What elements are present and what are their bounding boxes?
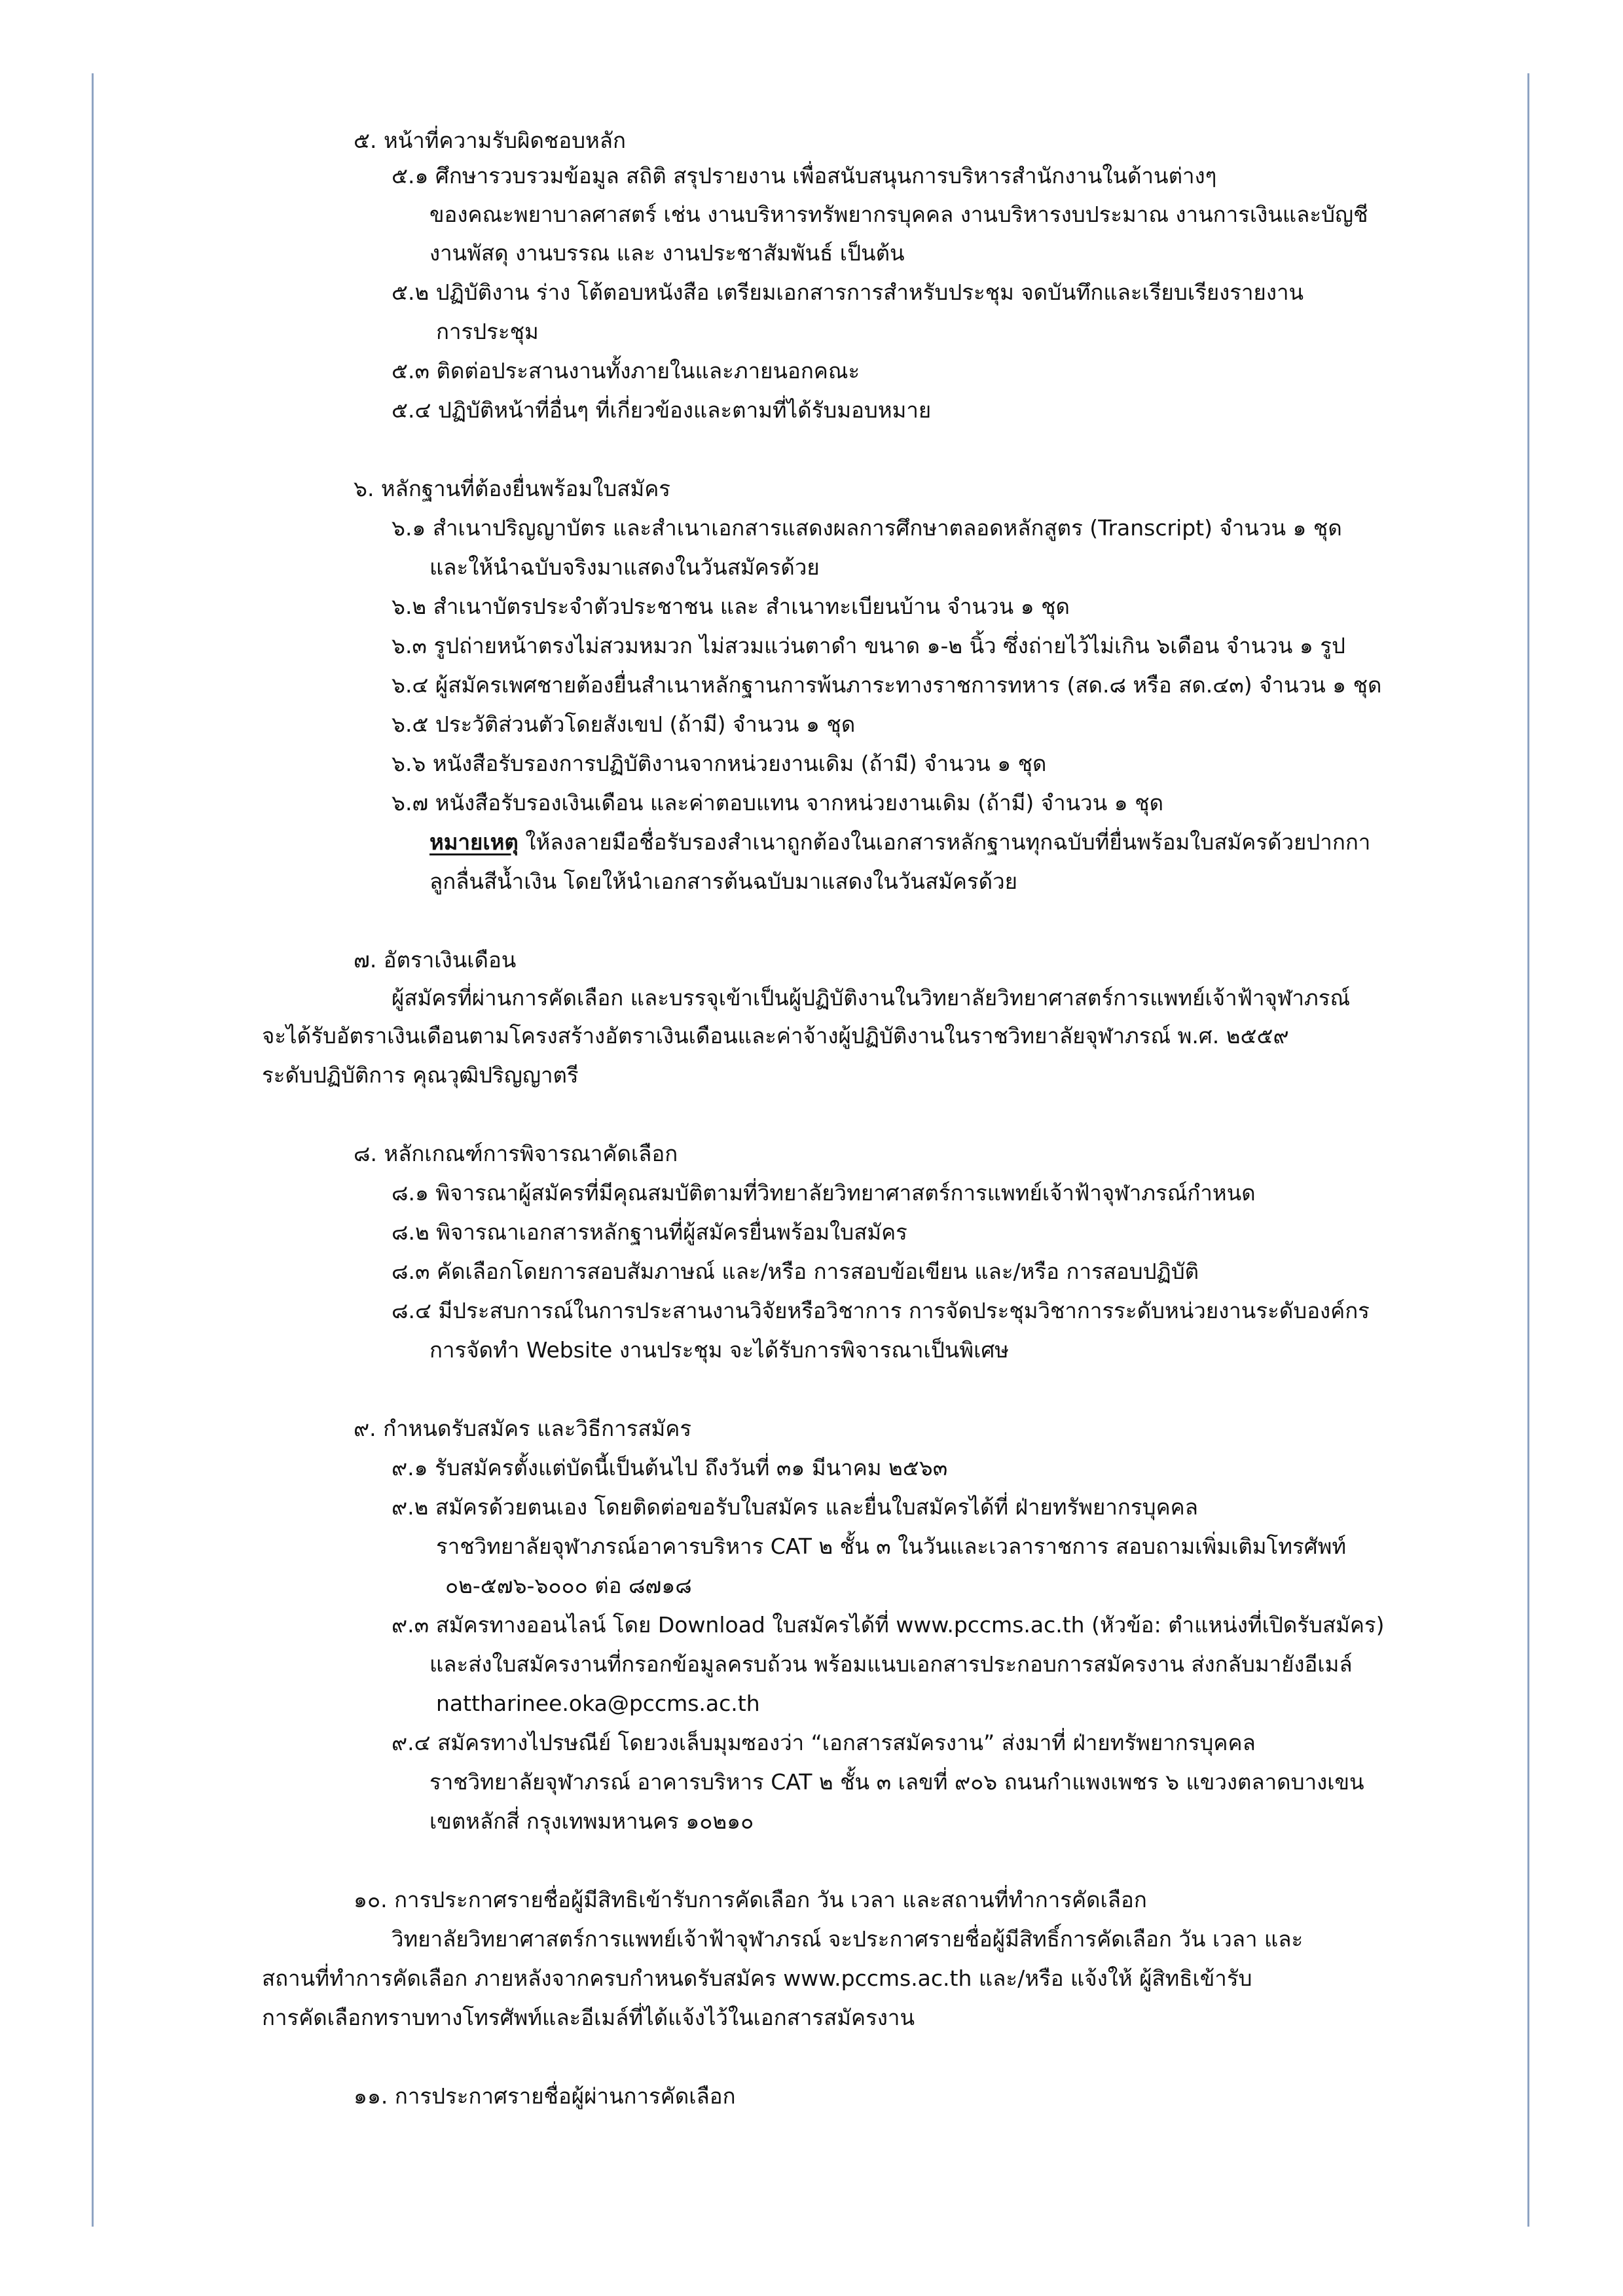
- section-11-heading: ๑๑. การประกาศรายชื่อผู้ผ่านการคัดเลือก: [354, 2083, 736, 2109]
- section-8-item-2: ๘.๒ พิจารณาเอกสารหลักฐานที่ผู้สมัครยื่นพร้อมใบสมัคร: [392, 1219, 907, 1245]
- section-8-item-4-cont: การจัดทำ Website งานประชุม จะได้รับการพิจารณาเป็นพิเศษ: [429, 1337, 1010, 1363]
- section-5-item-2: ๕.๒ ปฏิบัติงาน ร่าง โต้ตอบหนังสือ เตรียมเอกสารการสำหรับประชุม จดบันทึกและเรียบเรียงรายงาน: [392, 279, 1304, 305]
- section-9-heading: ๙. กำหนดรับสมัคร และวิธีการสมัคร: [354, 1416, 692, 1441]
- section-5-item-4: ๕.๔ ปฏิบัติหน้าที่อื่นๆ ที่เกี่ยวข้องและตามที่ได้รับมอบหมาย: [392, 397, 932, 423]
- section-5-heading: ๕. หน้าที่ความรับผิดชอบหลัก: [354, 128, 626, 153]
- section-8-item-4: ๘.๔ มีประสบการณ์ในการประสานงานวิจัยหรือวิชาการ การจัดประชุมวิชาการระดับหน่วยงานระดับองค์กร: [392, 1298, 1370, 1323]
- section-5-item-1-cont-1: ของคณะพยาบาลศาสตร์ เช่น งานบริหารทรัพยากรบุคคล งานบริหารงบประมาณ งานการเงินและบัญชี: [429, 202, 1368, 227]
- section-10-line-2: สถานที่ทำการคัดเลือก ภายหลังจากครบกำหนดรับสมัคร www.pccms.ac.th และ/หรือ แจ้งให้ ผู้สิทธิเข้ารับ: [262, 1965, 1252, 1991]
- section-6-item-1-cont: และให้นำฉบับจริงมาแสดงในวันสมัครด้วย: [429, 554, 820, 580]
- section-9-item-3-cont-1: และส่งใบสมัครงานที่กรอกข้อมูลครบถ้วน พร้อมแนบเอกสารประกอบการสมัครงาน ส่งกลับมายังอีเมล์: [429, 1651, 1353, 1677]
- section-7-line-3: ระดับปฏิบัติการ คุณวุฒิปริญญาตรี: [262, 1062, 579, 1088]
- section-9-item-2: ๙.๒ สมัครด้วยตนเอง โดยติดต่อขอรับใบสมัคร และยื่นใบสมัครได้ที่ ฝ่ายทรัพยากรบุคคล: [392, 1494, 1198, 1520]
- section-6-item-3: ๖.๓ รูปถ่ายหน้าตรงไม่สวมหมวก ไม่สวมแว่นตาดำ ขนาด ๑-๒ นิ้ว ซึ่งถ่ายไว้ไม่เกิน ๖เดือน จำนวน ๑ รูป: [392, 633, 1345, 658]
- section-6-item-4: ๖.๔ ผู้สมัครเพศชายต้องยื่นสำเนาหลักฐานการพ้นภาระทางราชการทหาร (สด.๘ หรือ สด.๔๓) จำนวน ๑ ชุด: [392, 672, 1382, 698]
- section-6-note-cont: ลูกลื่นสีน้ำเงิน โดยให้นำเอกสารต้นฉบับมาแสดงในวันสมัครด้วย: [429, 869, 1017, 894]
- page-border-left: [92, 73, 94, 2227]
- section-8-item-3: ๘.๓ คัดเลือกโดยการสอบสัมภาษณ์ และ/หรือ การสอบข้อเขียน และ/หรือ การสอบปฏิบัติ: [392, 1259, 1199, 1284]
- section-7-heading: ๗. อัตราเงินเดือน: [354, 947, 517, 973]
- section-9-item-1: ๙.๑ รับสมัครตั้งแต่บัดนี้เป็นต้นไป ถึงวันที่ ๓๑ มีนาคม ๒๕๖๓: [392, 1455, 948, 1480]
- section-9-item-4-cont-2: เขตหลักสี่ กรุงเทพมหานคร ๑๐๒๑๐: [429, 1808, 754, 1834]
- section-9-item-4: ๙.๔ สมัครทางไปรษณีย์ โดยวงเล็บมุมซองว่า “เอกสารสมัครงาน” ส่งมาที่ ฝ่ายทรัพยากรบุคคล: [392, 1730, 1256, 1755]
- section-9-item-4-cont-1: ราชวิทยาลัยจุฬาภรณ์ อาคารบริหาร CAT ๒ ชั้น ๓ เลขที่ ๙๐๖ ถนนกำแพงเพชร ๖ แขวงตลาดบางเขน: [429, 1769, 1364, 1795]
- section-6-item-5: ๖.๕ ประวัติส่วนตัวโดยสังเขป (ถ้ามี) จำนวน ๑ ชุด: [392, 711, 856, 737]
- section-6-item-6: ๖.๖ หนังสือรับรองการปฏิบัติงานจากหน่วยงานเดิม (ถ้ามี) จำนวน ๑ ชุด: [392, 751, 1047, 776]
- section-10-line-1: วิทยาลัยวิทยาศาสตร์การแพทย์เจ้าฟ้าจุฬาภรณ์ จะประกาศรายชื่อผู้มีสิทธิ์การคัดเลือก วัน เวลา และ: [392, 1926, 1304, 1952]
- section-6-note: [429, 827, 1370, 857]
- section-9-item-2-cont-2: ๐๒-๕๗๖-๖๐๐๐ ต่อ ๘๗๑๘: [445, 1573, 692, 1598]
- section-9-item-2-cont-1: ราชวิทยาลัยจุฬาภรณ์อาคารบริหาร CAT ๒ ชั้น ๓ ในวันและเวลาราชการ สอบถามเพิ่มเติมโทรศัพท์: [436, 1534, 1347, 1559]
- section-5-item-3: ๕.๓ ติดต่อประสานงานทั้งภายในและภายนอกคณะ: [392, 358, 860, 384]
- section-6-item-2: ๖.๒ สำเนาบัตรประจำตัวประชาชน และ สำเนาทะเบียนบ้าน จำนวน ๑ ชุด: [392, 594, 1070, 619]
- section-8-item-1: ๘.๑ พิจารณาผู้สมัครที่มีคุณสมบัติตามที่วิทยาลัยวิทยาศาสตร์การแพทย์เจ้าฟ้าจุฬาภรณ์กำหนด: [392, 1180, 1256, 1206]
- note-label: หมายเหตุ: [429, 829, 519, 855]
- note-text: ให้ลงลายมือชื่อรับรองสำเนาถูกต้องในเอกสารหลักฐานทุกฉบับที่ยื่นพร้อมใบสมัครด้วยปากกา: [518, 829, 1371, 855]
- section-6-heading: ๖. หลักฐานที่ต้องยื่นพร้อมใบสมัคร: [354, 476, 670, 501]
- section-9-item-3: ๙.๓ สมัครทางออนไลน์ โดย Download ใบสมัครได้ที่ www.pccms.ac.th (หัวข้อ: ตำแหน่งที่เปิดรับสมัคร): [392, 1612, 1385, 1638]
- section-7-line-2: จะได้รับอัตราเงินเดือนตามโครงสร้างอัตราเงินเดือนและค่าจ้างผู้ปฏิบัติงานในราชวิทยาลัยจุฬาภรณ์ พ.ศ. ๒๕๕๙: [262, 1023, 1289, 1049]
- section-10-line-3: การคัดเลือกทราบทางโทรศัพท์และอีเมล์ที่ได้แจ้งไว้ในเอกสารสมัครงาน: [262, 2005, 915, 2030]
- section-5-item-2-cont: การประชุม: [436, 319, 539, 344]
- section-5-item-1: ๕.๑ ศึกษารวบรวมข้อมูล สถิติ สรุปรายงาน เพื่อสนับสนุนการบริหารสำนักงานในด้านต่างๆ: [392, 163, 1217, 188]
- section-8-heading: ๘. หลักเกณฑ์การพิจารณาคัดเลือก: [354, 1141, 678, 1166]
- section-10-heading: ๑๐. การประกาศรายชื่อผู้มีสิทธิเข้ารับการคัดเลือก วัน เวลา และสถานที่ทำการคัดเลือก: [354, 1887, 1147, 1912]
- section-6-item-1: ๖.๑ สำเนาปริญญาบัตร และสำเนาเอกสารแสดงผลการศึกษาตลอดหลักสูตร (Transcript) จำนวน ๑ ชุด: [392, 515, 1342, 541]
- section-5-item-1-cont-2: งานพัสดุ งานบรรณ และ งานประชาสัมพันธ์ เป็นต้น: [429, 240, 905, 266]
- page-border-right: [1527, 73, 1529, 2227]
- section-6-item-7: ๖.๗ หนังสือรับรองเงินเดือน และค่าตอบแทน จากหน่วยงานเดิม (ถ้ามี) จำนวน ๑ ชุด: [392, 790, 1164, 816]
- section-9-item-3-email: nattharinee.oka@pccms.ac.th: [436, 1691, 760, 1716]
- section-7-line-1: ผู้สมัครที่ผ่านการคัดเลือก และบรรจุเข้าเป็นผู้ปฏิบัติงานในวิทยาลัยวิทยาศาสตร์การแพทย์เจ้าฟ้าจุฬาภรณ์: [392, 985, 1351, 1011]
